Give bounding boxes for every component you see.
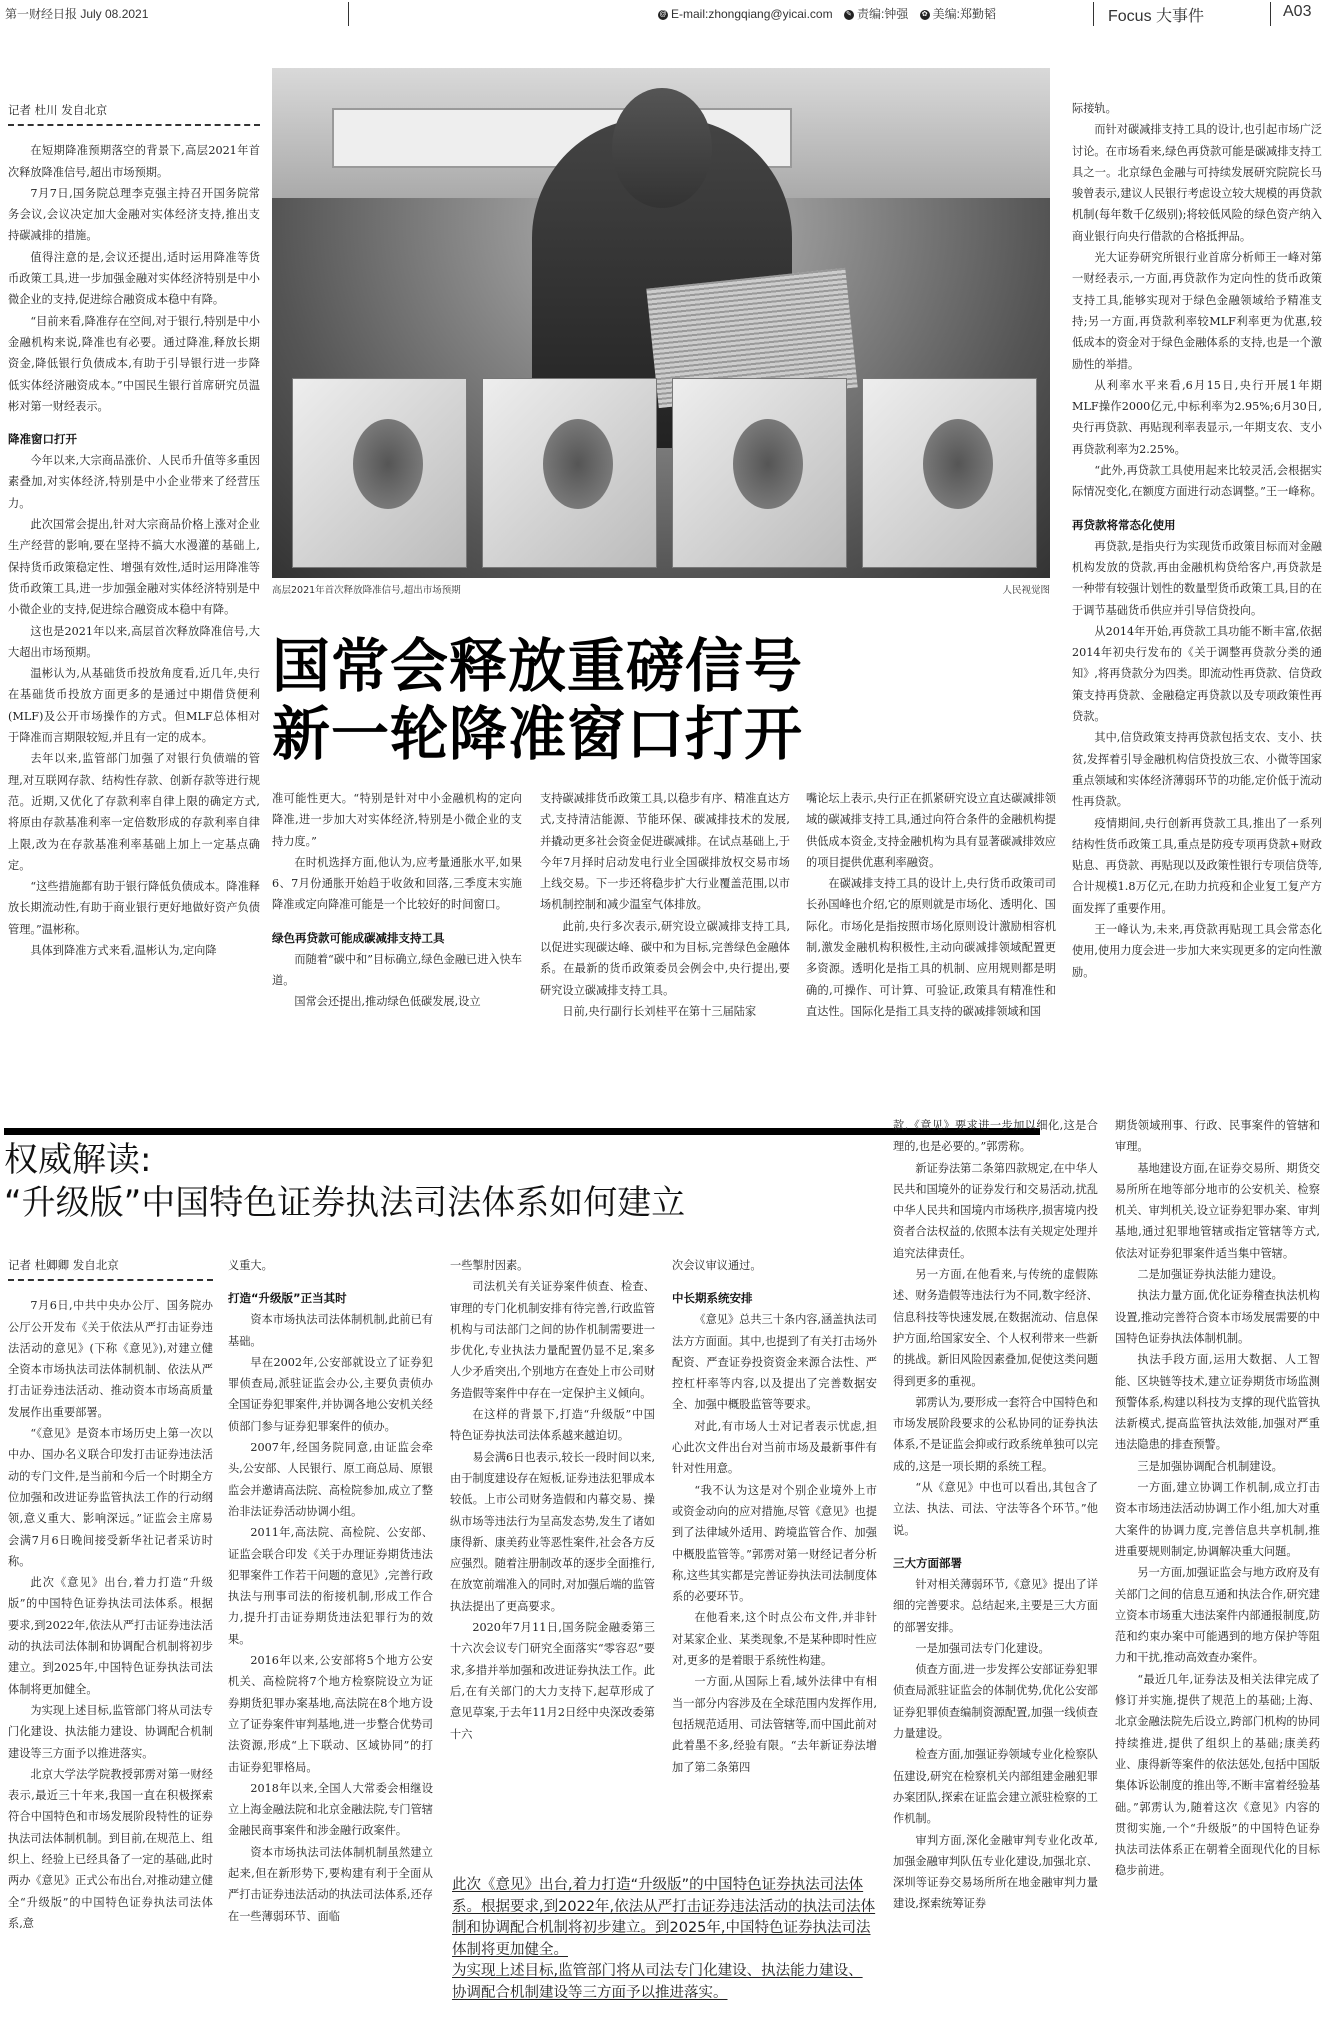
paragraph: 一方面,从国际上看,域外法律中有相当一部分内容涉及在全球范围内发挥作用,包括规范适用、司法管辖等,而中国此前对此着墨不多,经验有限。“去年新证券法增加了第二条第四	[672, 1675, 877, 1774]
paragraph: 再贷款,是指央行为实现货币政策目标而对金融机构发放的贷款,再由金融机构贷给客户,再贷款是一种带有较强计划性的数量型货币政策工具,目的在于调节基础货币供应并引导信贷投向。	[1072, 539, 1322, 617]
article2-column-5	[893, 1115, 1098, 1915]
pull-quote-summary	[452, 1875, 877, 2004]
headline-line-2: 新一轮降准窗口打开	[272, 700, 804, 768]
article1-column-4	[806, 788, 1056, 1022]
paragraph: 在碳减排支持工具的设计上,央行货币政策司司长孙国峰也介绍,它的原则就是市场化、透明化、国际化。市场化是指按照市场化原则设计激励相容机制,激发金融机构积极性,主动向碳减排领域配置更多资源。透明化是指工具的机制、应用规则都是明确的,可操作、可计算、可验证,政策具有精准性和直达性。国际化是指工具支持的碳减排领域和国	[806, 877, 1056, 1018]
paragraph: 执法手段方面,运用大数据、人工智能、区块链等技术,建立证券期货市场监测预警体系,构建以科技为支撑的现代监管执法新模式,提高监管执法效能,加强对严重违法隐患的排查预警。	[1115, 1353, 1320, 1452]
subheading: 降准窗口打开	[8, 432, 77, 447]
subheading: 再贷款将常态化使用	[1072, 517, 1176, 532]
masthead-divider	[1270, 2, 1271, 26]
paragraph: “《意见》是资本市场历史上第一次以中办、国办名义联合印发打击证券违法活动的专门文件,是当前和今后一个时期全方位加强和改进证券监管执法工作的行动纲领,意义重大、影响深远。”证监会主席易会满7月6日晚间接受新华社记者采访时称。	[8, 1427, 213, 1568]
article1-headline	[272, 632, 803, 768]
article2-headline: “升级版”中国特色证券执法司法体系如何建立	[4, 1183, 686, 1223]
paragraph: 资本市场执法司法体制机制,此前已有基础。	[228, 1313, 433, 1348]
paragraph: 为实现上述目标,监管部门将从司法专门化建设、执法能力建设、协调配合机制建设等三方面予以推进落实。	[8, 1703, 213, 1760]
paragraph: 检查方面,加强证券领域专业化检察队伍建设,研究在检察机关内部组建金融犯罪办案团队,探索在证监会建立派驻检察的工作机制。	[893, 1748, 1098, 1826]
paragraph: 针对相关薄弱环节,《意见》提出了详细的完善要求。总结起来,主要是三大方面的部署安排。	[893, 1577, 1098, 1634]
masthead-credits	[650, 5, 996, 22]
paragraph: 光大证券研究所银行业首席分析师王一峰对第一财经表示,一方面,再贷款作为定向性的货币政策支持工具,能够实现对于绿色金融领域给予精准支持;另一方面,再贷款利率较MLF利率更为优惠,较低成本的资金对于绿色金融体系的支持,也是一个激励性的举措。	[1072, 251, 1322, 371]
paragraph: 在他看来,这个时点公布文件,并非针对某家企业、某类现象,不是某种即时性应对,更多的是着眼于系统性构建。	[672, 1611, 877, 1668]
paragraph: 早在2002年,公安部就设立了证券犯罪侦查局,派驻证监会办公,主要负责侦办全国证券犯罪案件,并协调各地公安机关经侦部门参与证券犯罪案件的侦办。	[228, 1355, 433, 1433]
email-icon: @	[659, 10, 667, 18]
palette-icon: ✿	[920, 10, 930, 20]
paragraph: 在短期降准预期落空的背景下,高层2021年首次释放降准信号,超出市场预期。	[8, 144, 260, 179]
paragraph: 而随着“碳中和”目标确立,绿色金融已进入快车道。	[272, 952, 522, 988]
paragraph: 期货领域刑事、行政、民事案件的管辖和审理。	[1115, 1119, 1320, 1154]
paragraph: “这些措施都有助于银行降低负债成本。降准释放长期流动性,有助于商业银行更好地做好资产负债管理。”温彬称。	[8, 880, 260, 936]
paragraph: 一方面,建立协调工作机制,成立打击资本市场违法活动协调工作小组,加大对重大案件的协调力度,完善信息共享机制,推进重要规则制定,协调解决重大问题。	[1115, 1481, 1320, 1558]
paragraph: 际接轨。	[1072, 102, 1117, 115]
paragraph: “最近几年,证券法及相关法律完成了修订并实施,提供了规范上的基础;上海、北京金融法院先后设立,跨部门机构的协同持续推进,提供了组织上的基础;康美药业、康得新等案件的依法惩处,包括中国版集体诉讼制度的推出等,不断丰富着经验基础。”郭雳认为,随着这次《意见》内容的贯彻实施,一个“升级版”的中国特色证券执法司法体系正在朝着全面现代化的目标稳步前进。	[1115, 1672, 1320, 1878]
paragraph: 执法力量方面,优化证券稽查执法机构设置,推动完善符合资本市场发展需要的中国特色证券执法体制机制。	[1115, 1289, 1320, 1345]
article2-column-4	[672, 1255, 877, 1778]
paragraph: 在这样的背景下,打造“升级版”中国特色证券执法司法体系越来越迫切。	[450, 1408, 655, 1443]
paragraph: 审判方面,深化金融审判专业化改革,加强金融审判队伍专业化建设,加强北京、深圳等证券交易场所所在地金融审判力量建设,探索统筹证券	[893, 1833, 1098, 1911]
banknote	[672, 378, 847, 568]
summary-line: 为实现上述目标,监管部门将从司法专门化建设、执法能力建设、协调配合机制建设等三方面予以推进落实。	[452, 1963, 863, 2001]
paragraph: 资本市场执法司法体制机制虽然建立起来,但在新形势下,要构建有利于全面从严打击证券违法活动的执法司法体系,还存在一些薄弱环节、面临	[228, 1845, 433, 1923]
article1-column-3	[540, 788, 790, 1022]
paragraph: “目前来看,降准存在空间,对于银行,特别是中小金融机构来说,降准也有必要。通过降准,释放长期资金,降低银行负债成本,有助于引导银行进一步降低实体经济融资成本。”中国民生银行首席研究员温彬对第一财经表示。	[8, 314, 260, 413]
summary-line: 此次《意见》出台,着力打造“升级版”的中国特色证券执法司法体系。根据要求,到2022年,依法从严打击证券违法活动的执法司法体制和协调配合机制将初步建立。到2025年,中国特色证券执法司法体制将更加健全。	[452, 1877, 876, 1958]
paragraph: 从利率水平来看,6月15日,央行开展1年期MLF操作2000亿元,中标利率为2.95%;6月30日,央行再贷款、再贴现利率表显示,一年期支农、支小再贷款利率为2.25%。	[1072, 378, 1322, 456]
paragraph: 司法机关有关证券案件侦查、检查、审理的专门化机制安排有待完善,行政监管机构与司法部门之间的协作机制需要进一步优化,专业执法力量配置仍显不足,案多人少矛盾突出,个别地方在查处上市公司财务造假等案件中存在一定保护主义倾向。	[450, 1280, 655, 1400]
masthead-divider	[348, 2, 349, 26]
paragraph: 三是加强协调配合机制建设。	[1137, 1459, 1283, 1473]
article1-column-2	[272, 788, 522, 1013]
section-divider	[4, 1128, 1040, 1135]
article2-column-6	[1115, 1115, 1320, 1882]
paragraph: 其中,信贷政策支持再贷款包括支农、支小、扶贫,发挥着引导金融机构信贷投放三农、小微等国家重点领域和实体经济薄弱环节的功能,定价低于流动性再贷款。	[1072, 731, 1322, 809]
paragraph: 另一方面,在他看来,与传统的虚假陈述、财务造假等违法行为不同,数字经济、信息科技等快速发展,在数据流动、信息保护方面,给国家安全、个人权利带来一些新的挑战。新旧风险因素叠加,促使这类问题得到更多的重视。	[893, 1268, 1098, 1388]
paragraph: 国常会还提出,推动绿色低碳发展,设立	[294, 995, 481, 1009]
banknote	[292, 378, 467, 568]
paragraph: 此前,央行多次表示,研究设立碳减排支持工具,以促进实现碳达峰、碳中和为目标,完善绿色金融体系。在最新的货币政策委员会例会中,央行提出,要研究设立碳减排支持工具。	[540, 919, 790, 997]
paragraph: 二是加强证券执法能力建设。	[1137, 1268, 1283, 1282]
photo-person-head	[612, 88, 712, 208]
paragraph: 嘴论坛上表示,央行正在抓紧研究设立直达碳减排领域的碳减排支持工具,通过向符合条件的金融机构提供低成本资金,支持金融机构为具有显著碳减排效应的项目提供优惠利率融资。	[806, 792, 1056, 869]
article1-column-5	[1072, 98, 1322, 983]
paragraph: 从2014年开始,再贷款工具功能不断丰富,依据2014年初央行发布的《关于调整再贷款分类的通知》,将再贷款分为四类。即流动性再贷款、信贷政策支持再贷款、金融稳定再贷款以及专项政策性再贷款。	[1072, 624, 1322, 724]
paragraph: “从《意见》中也可以看出,其包含了立法、执法、司法、守法等各个环节。”他说。	[893, 1481, 1098, 1537]
paragraph: 另一方面,加强证监会与地方政府及有关部门之间的信息互通和执法合作,研究建立资本市场重大违法案件内部通报制度,防范和约束办案中可能遇到的地方保护等阻力和干扰,推动高效查办案件。	[1115, 1566, 1320, 1665]
article2-column-2	[228, 1255, 433, 1927]
editor-credit: 责编:钟强	[856, 7, 909, 21]
email-link[interactable]: E-mail:zhongqiang@yicai.com	[671, 7, 833, 21]
paragraph: 此次《意见》出台,着力打造“升级版”的中国特色证券执法司法体系。根据要求,到2022年,依法从严打击证券违法活动的执法司法体制和协调配合机制将初步建立。到2025年,中国特色证券执法司法体制将更加健全。	[8, 1576, 213, 1696]
paragraph: 今年以来,大宗商品涨价、人民币升值等多重因素叠加,对实体经济,特别是中小企业带来了经营压力。	[8, 454, 260, 510]
paragraph: 义重大。	[228, 1259, 273, 1272]
paragraph: 2020年7月11日,国务院金融委第三十六次会议专门研究全面落实“零容忍”要求,多措并举加强和改进证券执法工作。此后,在有关部门的大力支持下,起草形成了意见草案,于去年11月2日经中央深改委第十六	[450, 1621, 655, 1741]
headline-line-1: 国常会释放重磅信号	[272, 632, 804, 700]
masthead	[0, 0, 1325, 26]
paragraph: 这也是2021年以来,高层首次释放降准信号,大大超出市场预期。	[8, 624, 260, 659]
masthead-divider	[1093, 2, 1094, 26]
paragraph: 对此,有市场人士对记者表示忧虑,担心此次文件出台对当前市场及最新事件有针对性用意。	[672, 1419, 877, 1476]
paragraph: 7月7日,国务院总理李克强主持召开国务院常务会议,会议决定加大金融对实体经济支持,推出支持碳减排的措施。	[8, 186, 260, 243]
paragraph: 值得注意的是,会议还提出,适时运用降准等货币政策工具,进一步加强金融对实体经济特别是中小微企业的支持,促进综合融资成本稳中有降。	[8, 250, 260, 307]
paragraph: 郭雳认为,要形成一套符合中国特色和市场发展阶段要求的公私协同的证券执法体系,不是证监会抑或行政系统单独可以完成的,这是一项长期的系统工程。	[893, 1395, 1098, 1473]
subheading: 绿色再贷款可能成碳减排支持工具	[272, 930, 445, 945]
banknote	[482, 378, 657, 568]
paragraph: 2007年,经国务院同意,由证监会牵头,公安部、人民银行、原工商总局、原银监会并邀请高法院、高检院参加,成立了整治非法证券活动协调小组。	[228, 1441, 433, 1518]
subheading: 打造“升级版”正当其时	[228, 1291, 347, 1306]
pen-icon: ✎	[844, 10, 854, 20]
paragraph: 款,《意见》要求进一步加以细化,这是合理的,也是必要的。”郭雳称。	[893, 1119, 1098, 1154]
article1-column-1	[8, 100, 260, 961]
paragraph: 在时机选择方面,他认为,应考量通胀水平,如果6、7月份通胀开始趋于收敛和回落,三季度末实施降准或定向降准可能是一个比较好的时间窗口。	[272, 855, 522, 912]
paragraph: 北京大学法学院教授郭雳对第一财经表示,最近三十年来,我国一直在积极探索符合中国特色和市场发展阶段特性的证券执法司法体制机制。到目前,在规范上、组织上、经验上已经具备了一定的基础,此时两办《意见》正式公布出台,对推动建立健全“升级版”的中国特色证券执法司法体系,意	[8, 1767, 213, 1930]
paragraph: 《意见》总共三十条内容,涵盖执法司法方方面面。其中,也提到了有关打击场外配资、严查证券投资资金来源合法性、严控杠杆率等内容,以及提出了完善数据安全、加强中概股监管等要求。	[672, 1313, 877, 1412]
paragraph: 支持碳减排货币政策工具,以稳步有序、精准直达方式,支持清洁能源、节能环保、碳减排技术的发展,并撬动更多社会资金促进碳减排。在试点基础上,于今年7月择时启动发电行业全国碳排放权交易市场上线交易。下一步还将稳步扩大行业覆盖范围,以市场机制控制和减少温室气体排放。	[540, 792, 790, 912]
paragraph: 去年以来,监管部门加强了对银行负债端的管理,对互联网存款、结构性存款、创新存款等进行规范。近期,又优化了存款利率自律上限的确定方式,将原由存款基准利率一定倍数形成的存款利率自律上限,改为在存款基准利率基础上加上一定基点确定。	[8, 752, 260, 872]
photo-credit: 人民视觉图	[1002, 585, 1050, 596]
article2-column-1	[8, 1255, 213, 1934]
designer-credit: 美编:郑勤韬	[932, 7, 996, 21]
paragraph: 2018年以来,全国人大常委会相继设立上海金融法院和北京金融法院,专门管辖金融民商事案件和涉金融行政案件。	[228, 1781, 433, 1838]
byline: 记者 杜川 发自北京	[8, 100, 260, 126]
paragraph: 具体到降准方式来看,温彬认为,定向降	[30, 943, 217, 957]
paragraph: 2011年,高法院、高检院、公安部、证监会联合印发《关于办理证券期货违法犯罪案件工作若干问题的意见》,完善行政执法与刑事司法的衔接机制,形成工作合力,提升打击证券期货违法犯罪行为的效果。	[228, 1526, 433, 1646]
page-number: A03	[1283, 3, 1312, 20]
news-photo	[272, 68, 1050, 578]
banknote	[862, 378, 1037, 568]
paragraph: 一些掣肘因素。	[450, 1259, 529, 1272]
subheading: 中长期系统安排	[672, 1291, 753, 1306]
subheading: 三大方面部署	[893, 1555, 962, 1570]
paragraph: 疫情期间,央行创新再贷款工具,推出了一系列结构性货币政策工具,重点是防疫专项再贷款+财政贴息、再贷款、再贴现以及政策性银行专项信贷等,合计规模1.8万亿元,在助力抗疫和企业复工复产方面发挥了重要作用。	[1072, 816, 1322, 915]
photo-caption	[272, 582, 1050, 596]
paragraph: 而针对碳减排支持工具的设计,也引起市场广泛讨论。在市场看来,绿色再贷款可能是碳减排支持工具之一。北京绿色金融与可持续发展研究院院长马骏曾表示,建议人民银行考虑设立较大规模的再贷款机制(每年数千亿级别);将较低风险的绿色资产纳入商业银行向央行借款的合格抵押品。	[1072, 123, 1322, 243]
paragraph: 2016年以来,公安部将5个地方公安机关、高检院将7个地方检察院设立为证券期货犯罪办案基地,高法院在8个地方设立了证券案件审判基地,进一步整合优势司法资源,形成“上下联动、区域协同”的打击证券犯罪格局。	[228, 1654, 433, 1774]
byline: 记者 杜卿卿 发自北京	[8, 1255, 213, 1281]
paragraph: 日前,央行副行长刘桂平在第十三届陆家	[562, 1004, 757, 1018]
paragraph: “此外,再贷款工具使用起来比较灵活,会根据实际情况变化,在额度方面进行动态调整。”王一峰称。	[1072, 464, 1322, 499]
article2-kicker: 权威解读:	[4, 1140, 152, 1180]
paragraph: “我不认为这是对个别企业境外上市或资金动向的应对措施,尽管《意见》也提到了法律域外适用、跨境监管合作、加强中概股监管等。”郭雳对第一财经记者分析称,这些其实都是完善证券执法司法制度体系的必要环节。	[672, 1483, 877, 1604]
paragraph: 新证券法第二条第四款规定,在中华人民共和国境外的证券发行和交易活动,扰乱中华人民共和国境内市场秩序,损害境内投资者合法权益的,依照本法有关规定处理并追究法律责任。	[893, 1161, 1098, 1260]
paragraph: 准可能性更大。“特别是针对中小金融机构的定向降准,进一步加大对实体经济,特别是小微企业的支持力度。”	[272, 792, 522, 848]
paragraph: 侦查方面,进一步发挥公安部证券犯罪侦查局派驻证监会的体制优势,优化公安部证券犯罪侦查编制资源配置,加强一线侦查力量建设。	[893, 1663, 1098, 1741]
paragraph: 一是加强司法专门化建设。	[915, 1641, 1050, 1655]
paragraph: 易会满6日也表示,较长一段时间以来,由于制度建设存在短板,证券违法犯罪成本较低。上市公司财务造假和内幕交易、操纵市场等违法行为呈高发态势,发生了诸如康得新、康美药业等恶性案件,社会各方反应强烈。随着注册制改革的逐步全面推行,在放宽前端准入的同时,对加强后端的监管执法提出了更高要求。	[450, 1450, 655, 1613]
paragraph: 温彬认为,从基础货币投放角度看,近几年,央行在基础货币投放方面更多的是通过中期借贷便利(MLF)及公开市场操作的方式。但MLF总体相对于降准而言期限较短,并且有一定的成本。	[8, 667, 260, 745]
paragraph: 王一峰认为,未来,再贷款再贴现工具会常态化使用,使用力度会进一步加大来实现更多的定向性激励。	[1072, 922, 1322, 979]
article2-column-3	[450, 1255, 655, 1745]
paper-date: 第一财经日报 July 08.2021	[5, 7, 149, 21]
paragraph: 基地建设方面,在证券交易所、期货交易所所在地等部分地市的公安机关、检察机关、审判机关,设立证券犯罪办案、审判基地,通过犯罪地管辖或指定管辖等方式,依法对证券犯罪案件适当集中管辖。	[1115, 1161, 1320, 1260]
paragraph: 7月6日,中共中央办公厅、国务院办公厅公开发布《关于依法从严打击证券违法活动的意见》(下称《意见》),对建立健全资本市场执法司法体制机制、依法从严打击证券违法活动、推动资本市场高质量发展作出重要部署。	[8, 1299, 213, 1419]
section-label: Focus 大事件	[1108, 8, 1205, 25]
paragraph: 次会议审议通过。	[672, 1259, 762, 1272]
caption-text: 高层2021年首次释放降准信号,超出市场预期	[272, 585, 461, 596]
paragraph: 此次国常会提出,针对大宗商品价格上涨对企业生产经营的影响,要在坚持不搞大水漫灌的基础上,保持货币政策稳定性、增强有效性,适时运用降准等货币政策工具,进一步加强金融对实体经济特别是中小微企业的支持,促进综合融资成本稳中有降。	[8, 518, 260, 617]
